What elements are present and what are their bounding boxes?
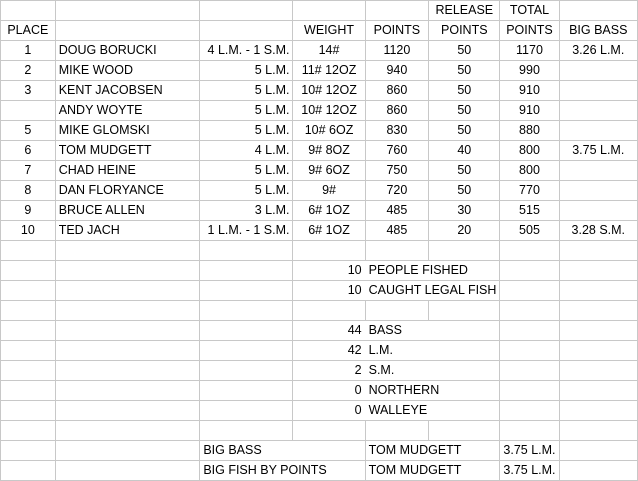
release-cell[interactable]: 50 — [429, 41, 500, 61]
summary-count[interactable]: 0 — [293, 381, 365, 401]
catch-cell[interactable]: 5 L.M. — [200, 101, 293, 121]
table-row — [1, 201, 638, 221]
cell[interactable] — [365, 301, 429, 321]
cell[interactable] — [365, 421, 429, 441]
points-cell[interactable]: 1120 — [365, 41, 429, 61]
cell[interactable] — [55, 361, 200, 381]
summary-count[interactable]: 2 — [293, 361, 365, 381]
points-cell[interactable]: 485 — [365, 221, 429, 241]
place-cell[interactable] — [1, 101, 56, 121]
cell[interactable] — [200, 381, 293, 401]
table-row — [1, 161, 638, 181]
cell[interactable] — [500, 361, 559, 381]
weight-cell[interactable]: 6# 1OZ — [293, 221, 365, 241]
total-points-header[interactable]: POINTS — [500, 21, 559, 41]
cell[interactable] — [1, 321, 56, 341]
release-cell[interactable]: 50 — [429, 161, 500, 181]
header-row-2 — [1, 21, 638, 41]
cell[interactable] — [293, 1, 365, 21]
award-label[interactable]: BIG BASS — [200, 441, 365, 461]
place-cell[interactable]: 7 — [1, 161, 56, 181]
total-cell[interactable]: 1170 — [500, 41, 559, 61]
cell[interactable] — [55, 1, 200, 21]
summary-label[interactable]: S.M. — [365, 361, 500, 381]
award-label[interactable]: BIG FISH BY POINTS — [200, 461, 365, 481]
cell[interactable] — [559, 361, 637, 381]
catch-cell[interactable]: 5 L.M. — [200, 121, 293, 141]
cell[interactable] — [55, 301, 200, 321]
cell[interactable] — [559, 241, 637, 261]
big-fish-points-award-row — [1, 461, 638, 481]
cell[interactable] — [1, 401, 56, 421]
weight-cell[interactable]: 10# 12OZ — [293, 81, 365, 101]
release-cell[interactable]: 50 — [429, 81, 500, 101]
big-bass-cell[interactable] — [559, 81, 637, 101]
cell[interactable] — [293, 241, 365, 261]
award-value[interactable]: 3.75 L.M. — [500, 461, 559, 481]
catch-cell[interactable]: 4 L.M. - 1 S.M. — [200, 41, 293, 61]
release-cell[interactable]: 50 — [429, 61, 500, 81]
big-bass-header[interactable]: BIG BASS — [559, 21, 637, 41]
total-cell[interactable]: 515 — [500, 201, 559, 221]
table-row — [1, 41, 638, 61]
release-cell[interactable]: 30 — [429, 201, 500, 221]
cell[interactable] — [500, 261, 559, 281]
cell[interactable] — [559, 381, 637, 401]
cell[interactable] — [559, 461, 637, 481]
catch-cell[interactable]: 4 L.M. — [200, 141, 293, 161]
cell[interactable] — [559, 1, 637, 21]
cell[interactable] — [200, 361, 293, 381]
cell[interactable] — [293, 421, 365, 441]
name-cell[interactable]: MIKE WOOD — [55, 61, 200, 81]
cell[interactable] — [365, 241, 429, 261]
name-cell[interactable]: KENT JACOBSEN — [55, 81, 200, 101]
summary-label[interactable]: NORTHERN — [365, 381, 500, 401]
cell[interactable] — [1, 241, 56, 261]
cell[interactable] — [55, 21, 200, 41]
total-cell[interactable]: 880 — [500, 121, 559, 141]
release-cell[interactable]: 50 — [429, 121, 500, 141]
weight-cell[interactable]: 6# 1OZ — [293, 201, 365, 221]
place-cell[interactable]: 6 — [1, 141, 56, 161]
place-header[interactable]: PLACE — [1, 21, 56, 41]
summary-row — [1, 341, 638, 361]
big-bass-cell[interactable] — [559, 181, 637, 201]
cell[interactable] — [55, 461, 200, 481]
total-cell[interactable]: 990 — [500, 61, 559, 81]
empty-row — [1, 301, 638, 321]
cell[interactable] — [1, 461, 56, 481]
place-cell[interactable]: 3 — [1, 81, 56, 101]
cell[interactable] — [429, 301, 500, 321]
points-header[interactable]: POINTS — [365, 21, 429, 41]
cell[interactable] — [1, 261, 56, 281]
table-row — [1, 141, 638, 161]
cell[interactable] — [365, 1, 429, 21]
total-cell[interactable]: 910 — [500, 101, 559, 121]
summary-count[interactable]: 10 — [293, 281, 365, 301]
total-cell[interactable]: 800 — [500, 161, 559, 181]
big-bass-cell[interactable]: 3.28 S.M. — [559, 221, 637, 241]
table-row — [1, 121, 638, 141]
catch-cell[interactable]: 5 L.M. — [200, 61, 293, 81]
name-cell[interactable]: MIKE GLOMSKI — [55, 121, 200, 141]
big-bass-cell[interactable] — [559, 121, 637, 141]
cell[interactable] — [200, 401, 293, 421]
catch-cell[interactable]: 5 L.M. — [200, 181, 293, 201]
summary-row — [1, 381, 638, 401]
cell[interactable] — [200, 261, 293, 281]
cell[interactable] — [500, 241, 559, 261]
cell[interactable] — [429, 241, 500, 261]
award-value[interactable]: 3.75 L.M. — [500, 441, 559, 461]
release-cell[interactable]: 50 — [429, 101, 500, 121]
release-cell[interactable]: 40 — [429, 141, 500, 161]
cell[interactable] — [200, 281, 293, 301]
cell[interactable] — [500, 281, 559, 301]
cell[interactable] — [429, 421, 500, 441]
table-row — [1, 181, 638, 201]
award-winner[interactable]: TOM MUDGETT — [365, 441, 500, 461]
cell[interactable] — [55, 401, 200, 421]
summary-label[interactable]: CAUGHT LEGAL FISH — [365, 281, 500, 301]
weight-cell[interactable]: 9# — [293, 181, 365, 201]
table-row — [1, 221, 638, 241]
cell[interactable] — [500, 381, 559, 401]
summary-row — [1, 401, 638, 421]
cell[interactable] — [55, 321, 200, 341]
total-cell[interactable]: 800 — [500, 141, 559, 161]
empty-row — [1, 421, 638, 441]
cell[interactable] — [200, 21, 293, 41]
cell[interactable] — [1, 301, 56, 321]
weight-cell[interactable]: 9# 6OZ — [293, 161, 365, 181]
place-cell[interactable]: 9 — [1, 201, 56, 221]
name-cell[interactable]: BRUCE ALLEN — [55, 201, 200, 221]
table-row — [1, 101, 638, 121]
cell[interactable] — [559, 421, 637, 441]
big-bass-cell[interactable] — [559, 161, 637, 181]
weight-cell[interactable]: 11# 12OZ — [293, 61, 365, 81]
empty-row — [1, 241, 638, 261]
summary-label[interactable]: PEOPLE FISHED — [365, 261, 500, 281]
weight-cell[interactable]: 9# 8OZ — [293, 141, 365, 161]
name-cell[interactable]: ANDY WOYTE — [55, 101, 200, 121]
total-header[interactable]: TOTAL — [500, 1, 559, 21]
name-cell[interactable]: CHAD HEINE — [55, 161, 200, 181]
table-row — [1, 81, 638, 101]
cell[interactable] — [1, 361, 56, 381]
release-cell[interactable]: 50 — [429, 181, 500, 201]
cell[interactable] — [55, 421, 200, 441]
summary-count[interactable]: 42 — [293, 341, 365, 361]
cell[interactable] — [559, 301, 637, 321]
points-cell[interactable]: 750 — [365, 161, 429, 181]
cell[interactable] — [200, 341, 293, 361]
cell[interactable] — [200, 1, 293, 21]
name-cell[interactable]: TOM MUDGETT — [55, 141, 200, 161]
big-bass-cell[interactable]: 3.75 L.M. — [559, 141, 637, 161]
catch-cell[interactable]: 3 L.M. — [200, 201, 293, 221]
summary-label[interactable]: BASS — [365, 321, 500, 341]
place-cell[interactable]: 8 — [1, 181, 56, 201]
weight-header[interactable]: WEIGHT — [293, 21, 365, 41]
cell[interactable] — [55, 341, 200, 361]
name-cell[interactable]: TED JACH — [55, 221, 200, 241]
award-winner[interactable]: TOM MUDGETT — [365, 461, 500, 481]
cell[interactable] — [1, 421, 56, 441]
summary-row — [1, 261, 638, 281]
cell[interactable] — [500, 401, 559, 421]
points-cell[interactable]: 720 — [365, 181, 429, 201]
cell[interactable] — [1, 441, 56, 461]
place-cell[interactable]: 2 — [1, 61, 56, 81]
release-cell[interactable]: 20 — [429, 221, 500, 241]
header-row-1 — [1, 1, 638, 21]
cell[interactable] — [200, 421, 293, 441]
cell[interactable] — [1, 1, 56, 21]
big-bass-cell[interactable] — [559, 61, 637, 81]
big-bass-cell[interactable] — [559, 201, 637, 221]
cell[interactable] — [559, 261, 637, 281]
points-cell[interactable]: 860 — [365, 101, 429, 121]
table-row — [1, 61, 638, 81]
place-cell[interactable]: 5 — [1, 121, 56, 141]
cell[interactable] — [293, 301, 365, 321]
catch-cell[interactable]: 1 L.M. - 1 S.M. — [200, 221, 293, 241]
summary-row — [1, 281, 638, 301]
cell[interactable] — [1, 281, 56, 301]
place-cell[interactable]: 10 — [1, 221, 56, 241]
weight-cell[interactable]: 14# — [293, 41, 365, 61]
summary-count[interactable]: 44 — [293, 321, 365, 341]
weight-cell[interactable]: 10# 12OZ — [293, 101, 365, 121]
cell[interactable] — [1, 341, 56, 361]
summary-count[interactable]: 10 — [293, 261, 365, 281]
summary-row — [1, 321, 638, 341]
name-cell[interactable]: DOUG BORUCKI — [55, 41, 200, 61]
points-cell[interactable]: 830 — [365, 121, 429, 141]
cell[interactable] — [1, 381, 56, 401]
cell[interactable] — [200, 241, 293, 261]
big-bass-award-row — [1, 441, 638, 461]
release-points-header[interactable]: POINTS — [429, 21, 500, 41]
summary-label[interactable]: L.M. — [365, 341, 500, 361]
cell[interactable] — [559, 281, 637, 301]
cell[interactable] — [200, 321, 293, 341]
cell[interactable] — [55, 281, 200, 301]
cell[interactable] — [559, 441, 637, 461]
cell[interactable] — [55, 441, 200, 461]
cell[interactable] — [200, 301, 293, 321]
summary-row — [1, 361, 638, 381]
release-header[interactable]: RELEASE — [429, 1, 500, 21]
total-cell[interactable]: 910 — [500, 81, 559, 101]
cell[interactable] — [559, 401, 637, 421]
total-cell[interactable]: 770 — [500, 181, 559, 201]
cell[interactable] — [55, 381, 200, 401]
points-cell[interactable]: 940 — [365, 61, 429, 81]
points-cell[interactable]: 485 — [365, 201, 429, 221]
cell[interactable] — [559, 321, 637, 341]
big-bass-cell[interactable] — [559, 101, 637, 121]
cell[interactable] — [55, 261, 200, 281]
name-cell[interactable]: DAN FLORYANCE — [55, 181, 200, 201]
place-cell[interactable]: 1 — [1, 41, 56, 61]
cell[interactable] — [500, 341, 559, 361]
points-cell[interactable]: 760 — [365, 141, 429, 161]
summary-label[interactable]: WALLEYE — [365, 401, 500, 421]
catch-cell[interactable]: 5 L.M. — [200, 161, 293, 181]
cell[interactable] — [500, 301, 559, 321]
cell[interactable] — [55, 241, 200, 261]
cell[interactable] — [500, 421, 559, 441]
big-bass-cell[interactable]: 3.26 L.M. — [559, 41, 637, 61]
points-cell[interactable]: 860 — [365, 81, 429, 101]
summary-count[interactable]: 0 — [293, 401, 365, 421]
total-cell[interactable]: 505 — [500, 221, 559, 241]
weight-cell[interactable]: 10# 6OZ — [293, 121, 365, 141]
cell[interactable] — [500, 321, 559, 341]
catch-cell[interactable]: 5 L.M. — [200, 81, 293, 101]
cell[interactable] — [559, 341, 637, 361]
